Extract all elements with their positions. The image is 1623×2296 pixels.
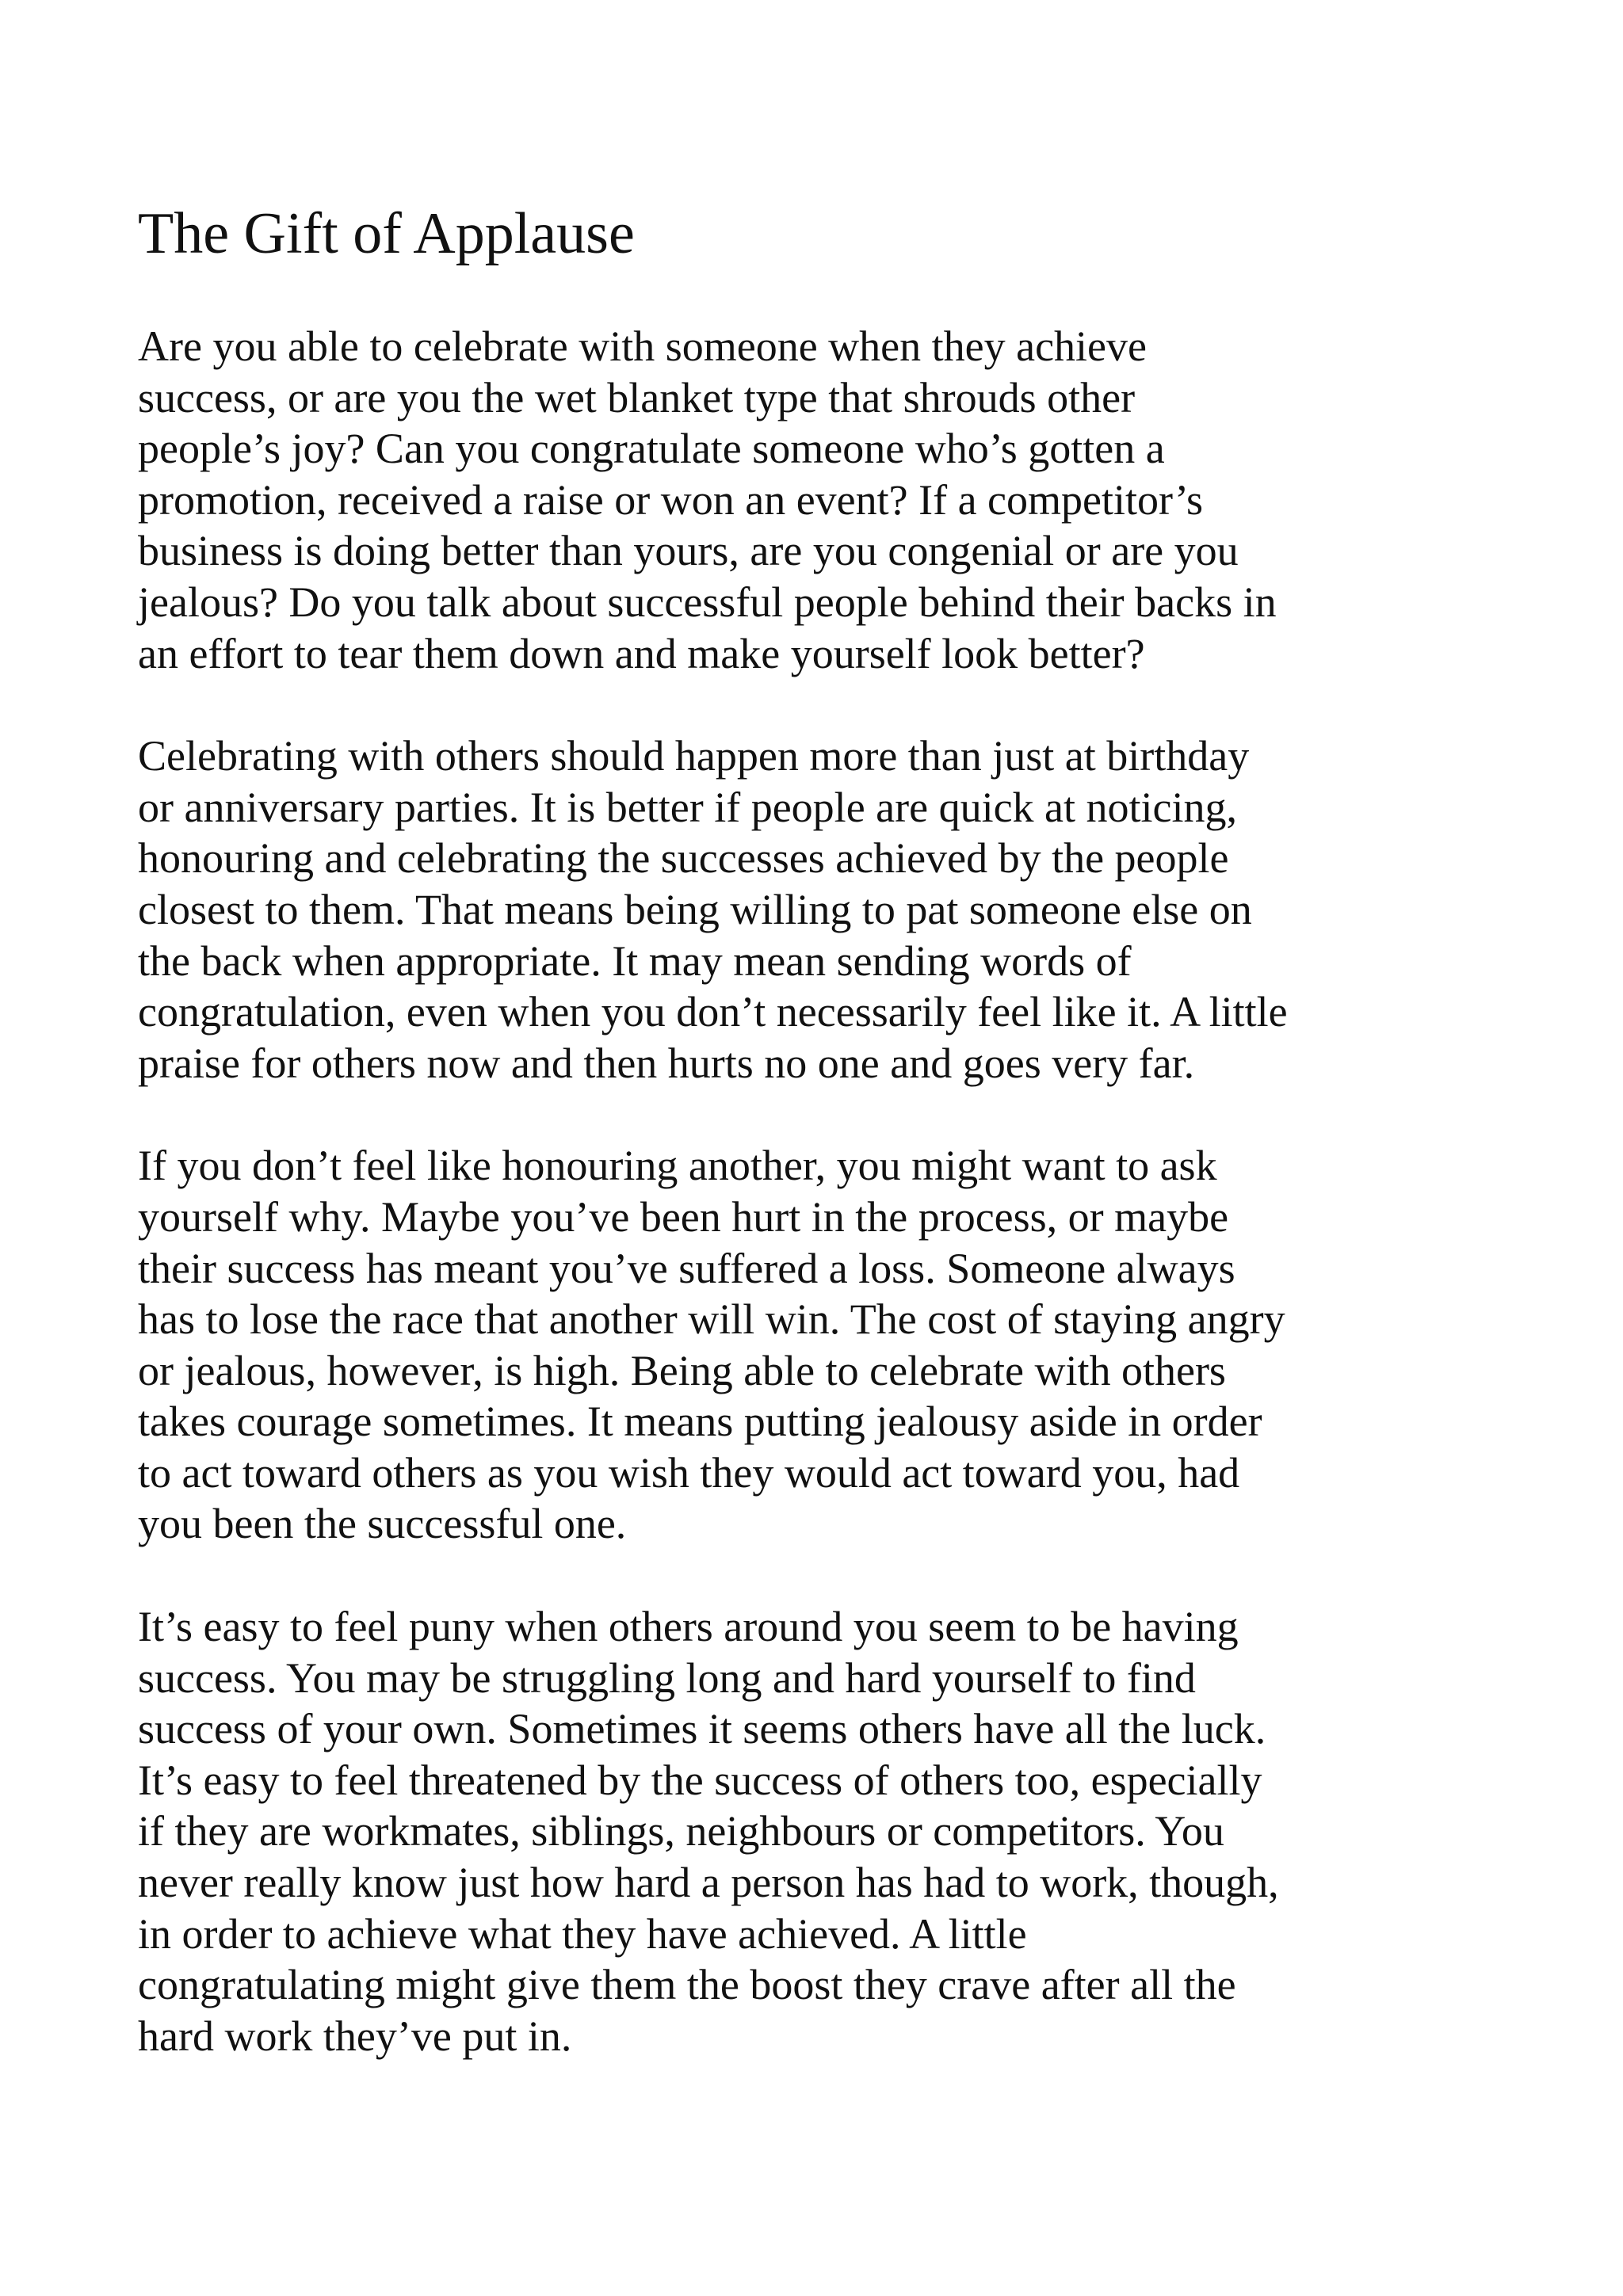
- text-line: business is doing better than yours, are you congenial or are you: [138, 527, 1239, 575]
- text-line: promotion, received a raise or won an event? If a competitor’s: [138, 475, 1203, 524]
- text-line: never really know just how hard a person has had to work, though,: [138, 1859, 1279, 1907]
- text-line: congratulation, even when you don’t necessarily feel like it. A little: [138, 988, 1288, 1036]
- text-line: to act toward others as you wish they would act toward you, had: [138, 1448, 1240, 1497]
- text-line: Are you able to celebrate with someone when they achieve: [138, 322, 1147, 370]
- text-line: or jealous, however, is high. Being able to celebrate with others: [138, 1346, 1226, 1394]
- text-line: has to lose the race that another will win. The cost of staying angry: [138, 1295, 1285, 1344]
- text-line: congratulating might give them the boost they crave after all the: [138, 1961, 1236, 2009]
- text-line: If you don’t feel like honouring another, you might want to ask: [138, 1142, 1217, 1190]
- text-line: the back when appropriate. It may mean sending words of: [138, 936, 1132, 985]
- text-line: an effort to tear them down and make yourself look better?: [138, 629, 1145, 677]
- paragraph-4: [138, 1601, 1485, 2061]
- paragraph-2: [138, 730, 1485, 1089]
- text-line: if they are workmates, siblings, neighbours or competitors. You: [138, 1807, 1224, 1855]
- text-line: success, or are you the wet blanket type that shrouds other: [138, 373, 1136, 421]
- text-line: Celebrating with others should happen more than just at birthday: [138, 732, 1250, 780]
- text-line: honouring and celebrating the successes achieved by the people: [138, 834, 1229, 883]
- text-line: It’s easy to feel puny when others around you seem to be having: [138, 1603, 1239, 1651]
- text-line: hard work they’ve put in.: [138, 2012, 572, 2060]
- text-line: takes courage sometimes. It means putting jealousy aside in order: [138, 1398, 1262, 1446]
- text-line: their success has meant you’ve suffered a loss. Someone always: [138, 1244, 1235, 1292]
- text-line: success of your own. Sometimes it seems others have all the luck.: [138, 1705, 1266, 1753]
- text-line: It’s easy to feel threatened by the success of others too, especially: [138, 1756, 1262, 1804]
- document-title: The Gift of Applause: [138, 201, 635, 266]
- text-line: success. You may be struggling long and hard yourself to find: [138, 1653, 1196, 1702]
- text-line: praise for others now and then hurts no one and goes very far.: [138, 1039, 1195, 1087]
- text-line: or anniversary parties. It is better if people are quick at noticing,: [138, 783, 1237, 831]
- text-line: people’s joy? Can you congratulate someone who’s gotten a: [138, 425, 1165, 473]
- text-line: jealous? Do you talk about successful people behind their backs in: [138, 578, 1277, 626]
- paragraph-1: [138, 321, 1485, 679]
- paragraph-3: [138, 1140, 1485, 1550]
- text-line: in order to achieve what they have achieved. A little: [138, 1909, 1027, 1958]
- text-line: you been the successful one.: [138, 1500, 627, 1548]
- text-line: closest to them. That means being willing to pat someone else on: [138, 885, 1252, 933]
- text-line: yourself why. Maybe you’ve been hurt in the process, or maybe: [138, 1192, 1229, 1241]
- document-body: [138, 321, 1485, 2113]
